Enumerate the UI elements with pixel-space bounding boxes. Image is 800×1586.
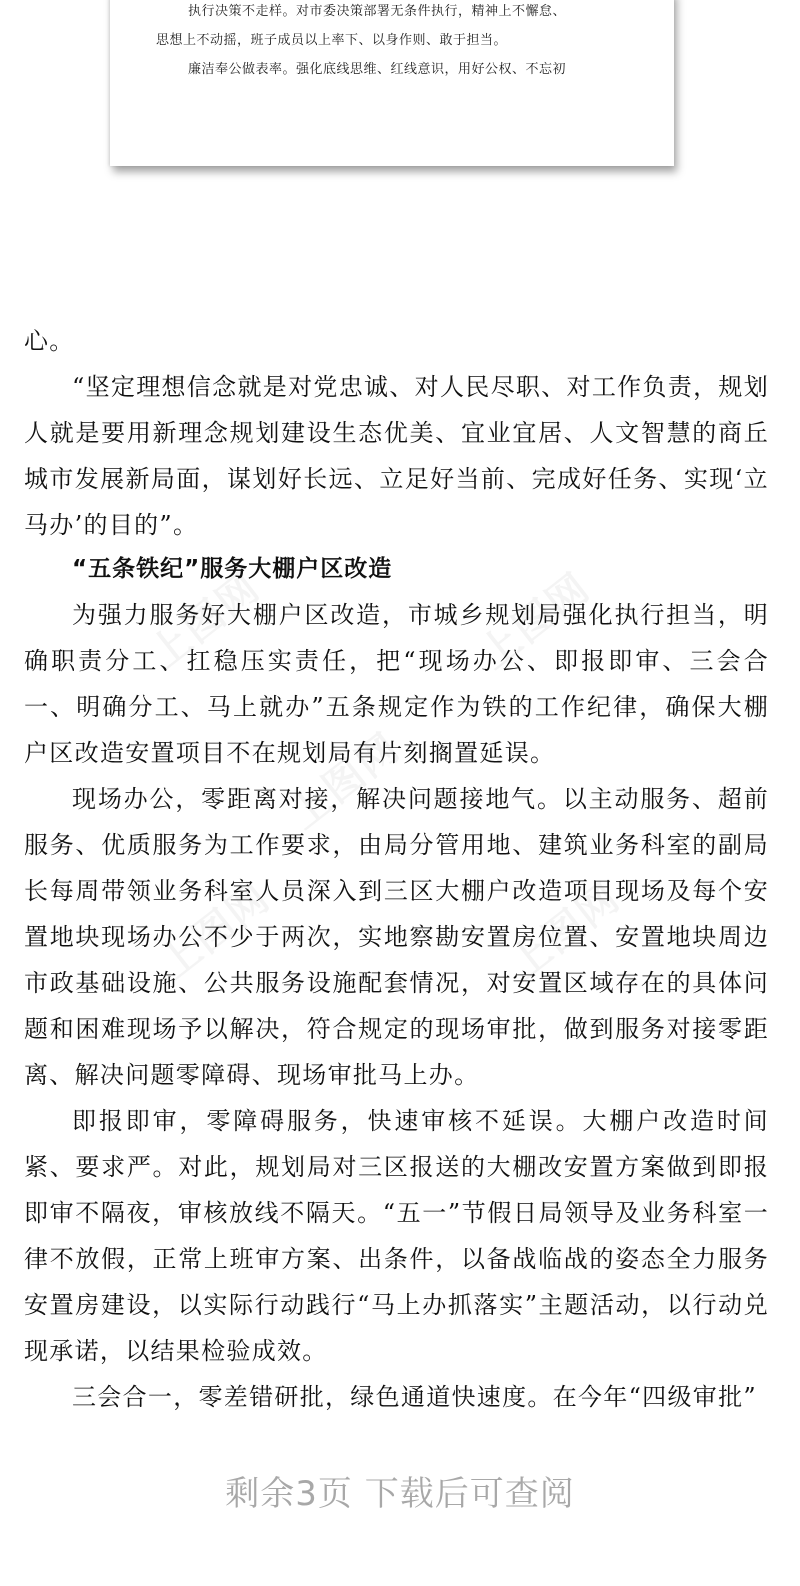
paragraph: 三会合一，零差错研批，绿色通道快速度。在今年“四级审批” [72, 1383, 757, 1411]
document-text-top [24, 318, 769, 548]
paragraph: “坚定理想信念就是对党忠诚、对人民尽职、对工作负责，规划人就是要用新理念规划建设生态优美、宜业宜居、人文智慧的商丘城市发展新局面，谋划好长远、立足好当前、完成好任务、实现‘立马办’的目的”。 [24, 373, 769, 539]
download-remaining-pages-link[interactable]: 剩余3页 下载后可查阅 [225, 1474, 575, 1514]
preview-line: 思想上不动摇，班子成员以上率下、以身作则、敢于担当。 [156, 33, 508, 48]
document-text-body [24, 592, 769, 1420]
previous-page-preview [110, 0, 674, 166]
paragraph: 心。 [24, 327, 75, 355]
paragraph: 即报即审，零障碍服务，快速审核不延误。大棚户改造时间紧、要求严。对此，规划局对三区报送的大棚改安置方案做到即报即审不隔夜，审核放线不隔天。“五一”节假日局领导及业务科室一律不放假，正常上班审方案、出条件，以备战临战的姿态全力服务安置房建设，以实际行动践行“马上办抓落实”主题活动，以行动兑现承诺，以结果检验成效。 [24, 1107, 769, 1365]
section-heading: “五条铁纪”服务大棚户区改造 [72, 556, 393, 582]
preview-line: 廉洁奉公做表率。强化底线思维、红线意识，用好公权、不忘初 [188, 62, 567, 77]
paragraph: 为强力服务好大棚户区改造，市城乡规划局强化执行担当，明确职责分工、扛稳压实责任，把“现场办公、即报即审、三会合一、明确分工、马上就办”五条规定作为铁的工作纪律，确保大棚户区改造安置项目不在规划局有片刻搁置延误。 [24, 601, 769, 767]
preview-line: 执行决策不走样。对市委决策部署无条件执行，精神上不懈怠、 [188, 4, 567, 19]
paragraph: 现场办公，零距离对接，解决问题接地气。以主动服务、超前服务、优质服务为工作要求，由局分管用地、建筑业务科室的副局长每周带领业务科室人员深入到三区大棚户改造项目现场及每个安置地块现场办公不少于两次，实地察勘安置房位置、安置地块周边市政基础设施、公共服务设施配套情况，对安置区域存在的具体问题和困难现场予以解决，符合规定的现场审批，做到服务对接零距离、解决问题零障碍、现场审批马上办。 [24, 785, 769, 1089]
